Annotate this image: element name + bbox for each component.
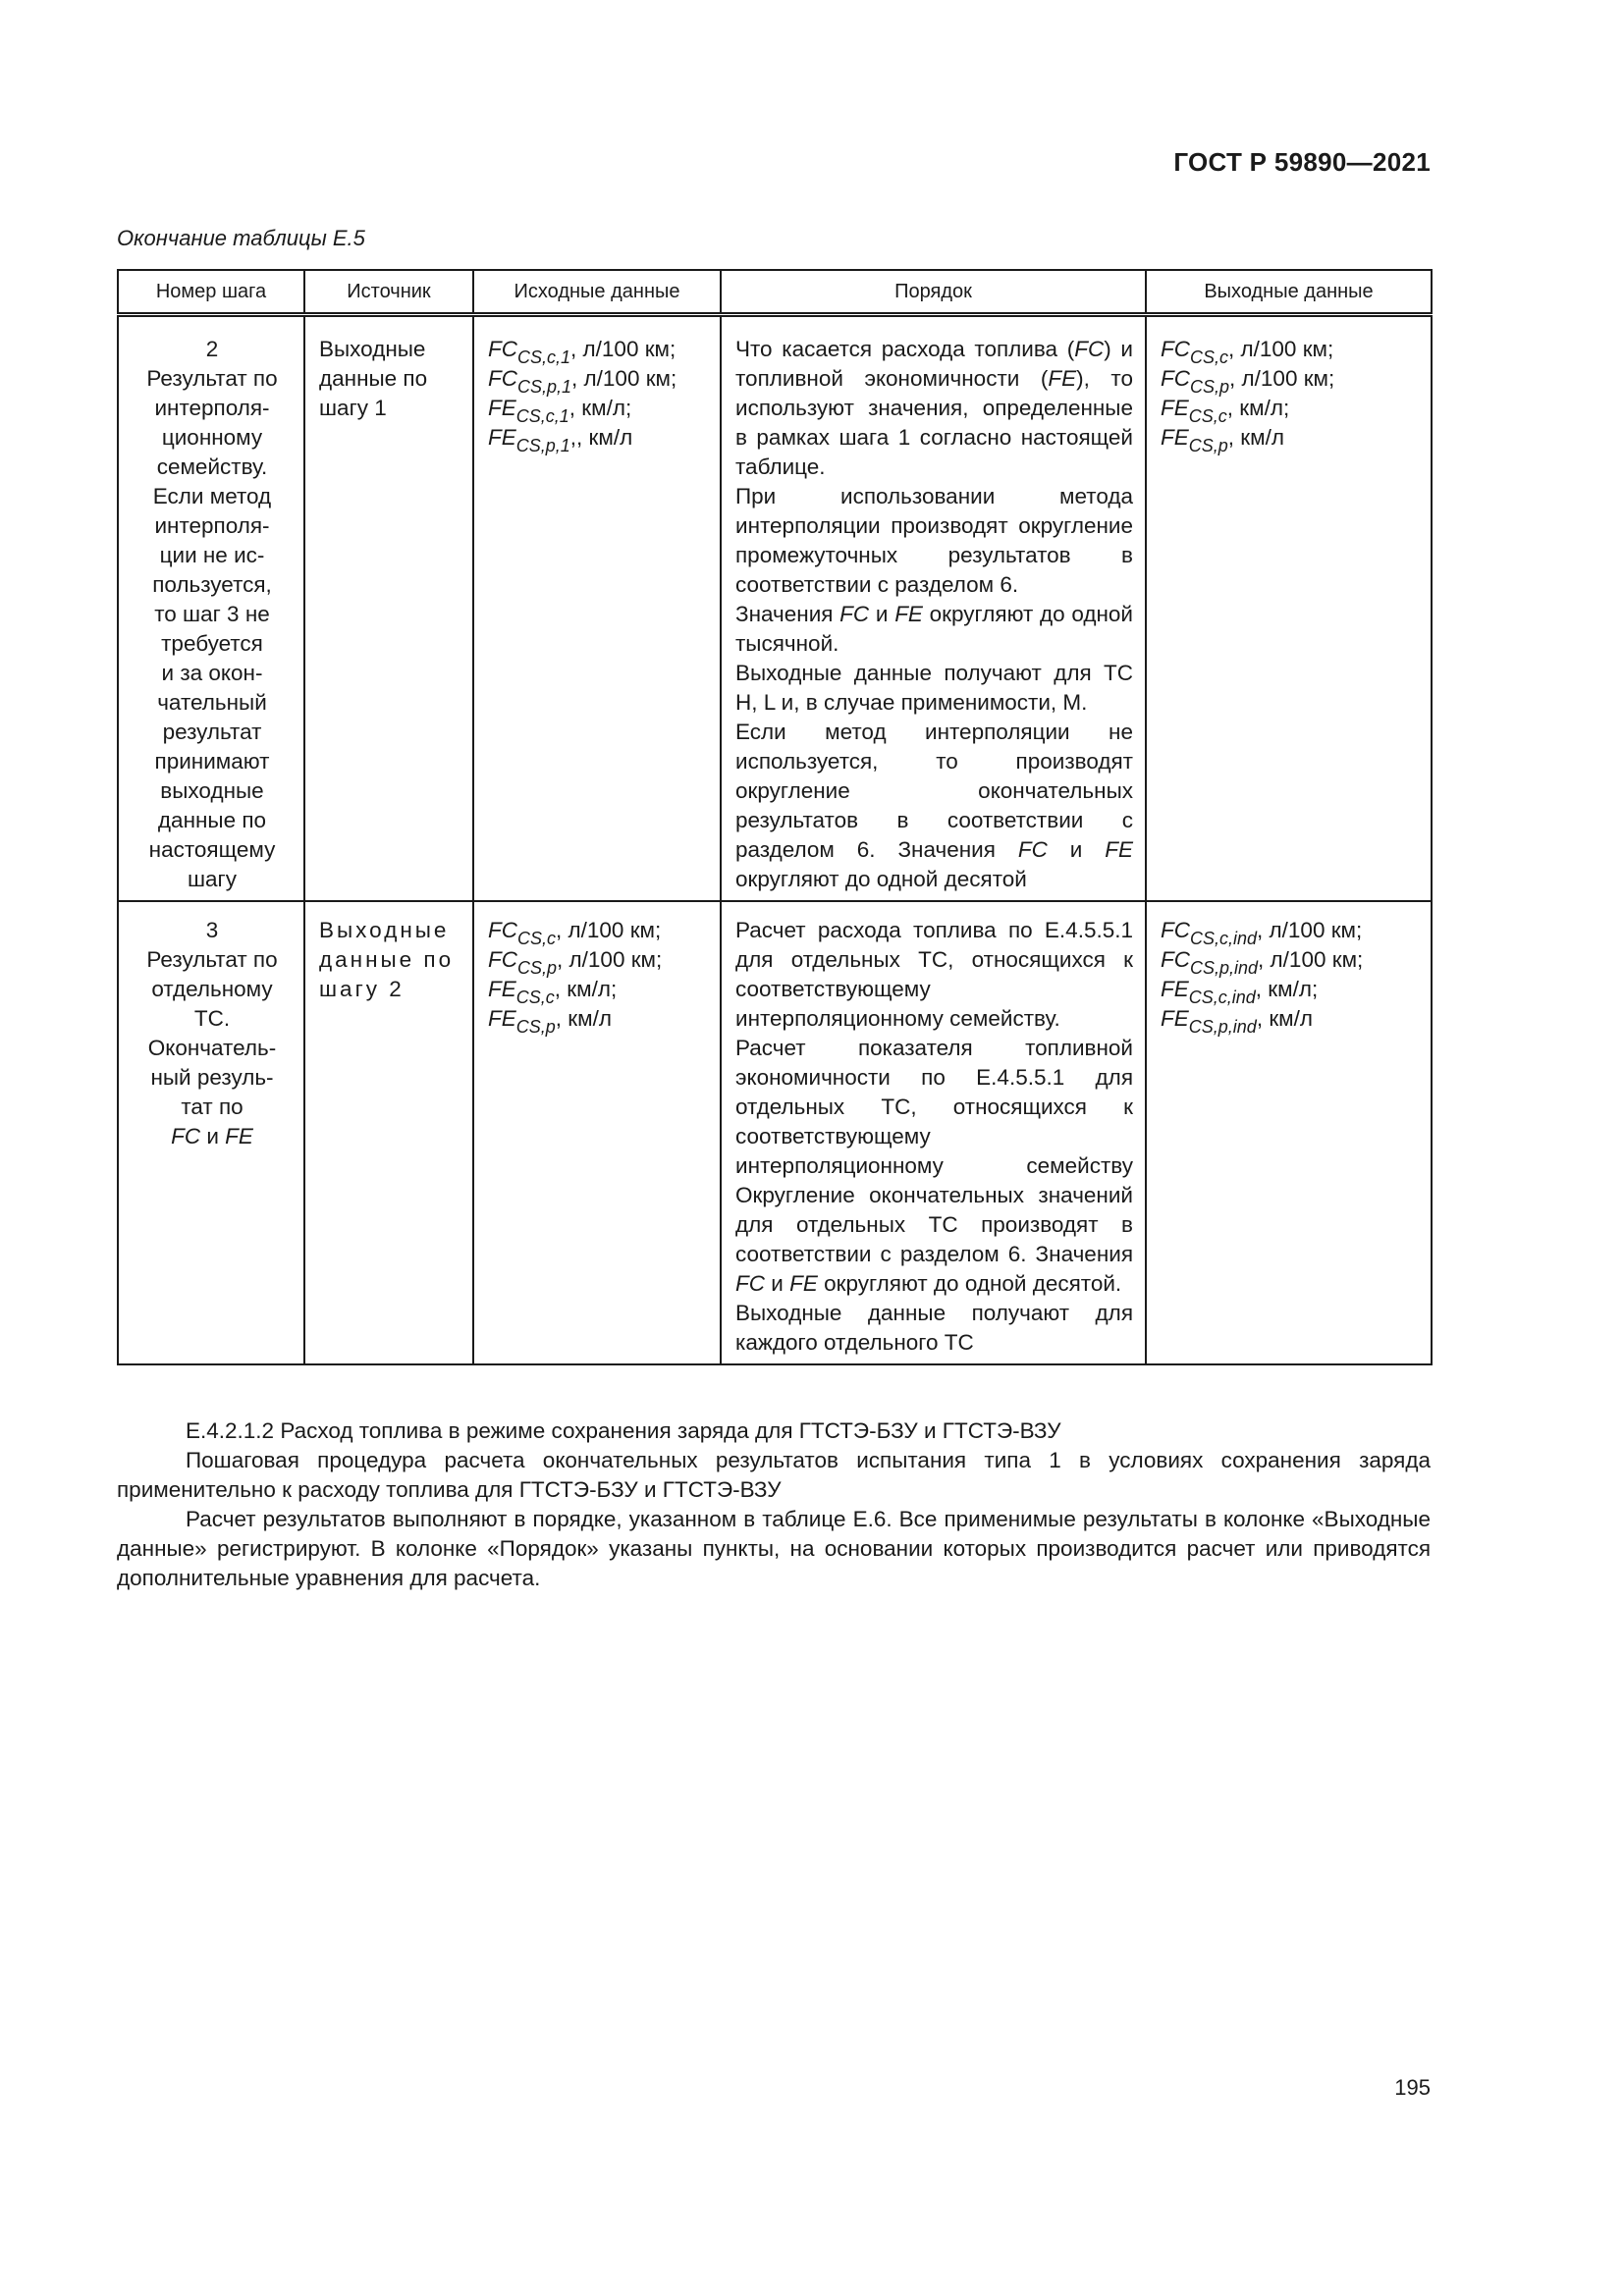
procedure-cell [721, 901, 1146, 1364]
step-text-line: семейству. [156, 454, 268, 479]
step-text-line: Результат по [146, 366, 278, 391]
formula-line [488, 945, 708, 978]
input-data-cell [473, 315, 721, 902]
step-text-line: принимают [154, 749, 270, 774]
unit: , км/л; [1255, 977, 1319, 1001]
step-text-line: результат [162, 720, 262, 744]
unit: , л/100 км; [571, 366, 677, 391]
input-data-cell [473, 901, 721, 1364]
step-text-line: данные по [157, 808, 267, 832]
subscript: CS,p [1188, 436, 1228, 455]
formula-line [1161, 975, 1419, 1007]
step-text-line: то шаг 3 не [154, 602, 270, 626]
symbol: FE [488, 1006, 516, 1031]
unit: , л/100 км; [557, 947, 663, 972]
unit: , км/л [1256, 1006, 1314, 1031]
source-text-line: данные по [319, 366, 428, 391]
step-text-line: интерполя- [154, 396, 270, 420]
unit: , л/100 км; [556, 918, 662, 942]
body-paragraph [117, 1446, 1431, 1505]
formula-line [488, 916, 708, 948]
symbol: FC [1161, 947, 1190, 972]
symbol: FE [488, 425, 516, 450]
step-text-line: и за окон- [161, 661, 263, 685]
subscript: CS,p [517, 958, 558, 978]
step-text-line: интерполя- [154, 513, 270, 538]
step-text-line: чательный [157, 690, 267, 715]
output-data-cell [1146, 901, 1432, 1364]
formula-line [1161, 916, 1419, 948]
unit: , л/100 км; [1257, 918, 1363, 942]
step-cell [118, 901, 304, 1364]
subscript: CS,p,1 [517, 377, 572, 397]
unit: , л/100 км; [1228, 337, 1334, 361]
symbol: FC [1161, 918, 1190, 942]
symbol: FE [488, 977, 516, 1001]
source-text-line: шагу 2 [319, 977, 405, 1001]
symbol: FC [488, 366, 517, 391]
table-caption: Окончание таблицы Е.5 [117, 226, 365, 250]
formula-line [1161, 423, 1419, 453]
symbol: FE [1161, 977, 1189, 1001]
step-text-line: пользуется, [152, 572, 272, 597]
subscript: CS,c,1 [515, 406, 569, 426]
formula-line [488, 335, 708, 367]
symbol: FC [488, 918, 517, 942]
clause-heading-text: Е.4.2.1.2 Расход топлива в режиме сохранения заряда для ГТСТЭ-БЗУ и ГТСТЭ-ВЗУ [186, 1418, 1061, 1443]
step-cell [118, 315, 304, 902]
unit: , л/100 км; [1258, 947, 1364, 972]
procedure-paragraph: Выходные данные получают для каждого отдельного ТС [735, 1301, 1133, 1355]
source-text-line: шагу 1 [319, 396, 387, 420]
formula-line [1161, 335, 1419, 367]
unit: , км/л [1227, 425, 1284, 450]
document-number: ГОСТ Р 59890—2021 [1173, 147, 1431, 177]
symbol: FC [488, 947, 517, 972]
step-text-line: FC и FE [171, 1124, 253, 1148]
symbol: FC [488, 337, 517, 361]
step-text-line: тат по [181, 1095, 243, 1119]
source-text-line: данные по [319, 947, 455, 972]
header-source: Источник [304, 270, 473, 315]
table-header-row [118, 270, 1432, 315]
source-text-line: Выходные [319, 918, 450, 942]
symbol: FE [1161, 396, 1189, 420]
step-text-line: ТС. [193, 1006, 231, 1031]
subscript: CS,p,ind [1190, 958, 1259, 978]
page-number: 195 [1394, 2075, 1431, 2100]
output-data-cell [1146, 315, 1432, 902]
symbol: FC [1161, 366, 1190, 391]
procedure-paragraph: Если метод интерполяции не используется, то производят округление окончательных результатов в соответствии с разделом 6. Значения FC и FE округляют до одной десятой [735, 720, 1133, 891]
subscript: CS,c [1190, 347, 1229, 367]
subscript: CS,p,ind [1188, 1017, 1257, 1037]
unit: , км/л [555, 1006, 612, 1031]
subscript: CS,c [1188, 406, 1227, 426]
symbol: FE [488, 396, 516, 420]
formula-line [1161, 394, 1419, 426]
source-cell [304, 901, 473, 1364]
continuation-table-e5 [117, 269, 1433, 1365]
subscript: CS,p [1190, 377, 1230, 397]
unit: , л/100 км; [1229, 366, 1335, 391]
symbol: FE [1161, 425, 1189, 450]
step-text-line: отдельному [151, 977, 273, 1001]
procedure-paragraph: Расчет расхода топлива по Е.4.5.5.1 для отдельных ТС, относящихся к соответствующему интерполяционному семейству. [735, 918, 1133, 1031]
step-text-line: Результат по [146, 947, 278, 972]
table-row [118, 901, 1432, 1364]
header-procedure: Порядок [721, 270, 1146, 315]
unit: , км/л; [568, 396, 632, 420]
subscript: CS,p,1 [515, 436, 570, 455]
formula-line [488, 394, 708, 426]
header-step-number: Номер шага [118, 270, 304, 315]
step-text-line: ционному [161, 425, 263, 450]
step-text-line: 2 [205, 337, 219, 361]
step-text-line: ции не ис- [159, 543, 265, 567]
source-text-line: Выходные [319, 337, 426, 361]
body-paragraph [117, 1505, 1431, 1593]
step-text-line: 3 [205, 918, 219, 942]
step-text-line: выходные [160, 778, 264, 803]
formula-line [1161, 1004, 1419, 1037]
procedure-paragraph: При использовании метода интерполяции производят округление промежуточных результатов в соответствии с разделом 6. [735, 484, 1133, 597]
procedure-paragraph: Значения FC и FE округляют до одной тысячной. [735, 602, 1133, 656]
procedure-cell [721, 315, 1146, 902]
step-text-line: Если метод [152, 484, 272, 508]
formula-line [488, 1004, 708, 1037]
subscript: CS,c,ind [1190, 929, 1258, 948]
procedure-paragraph: Что касается расхода топлива (FC) и топливной экономичности (FE), то используют значения, определенные в рамках шага 1 согласно настоящей таблице. [735, 337, 1133, 479]
subscript: CS,p [515, 1017, 556, 1037]
source-cell [304, 315, 473, 902]
formula-line [488, 364, 708, 397]
subscript: CS,c,ind [1188, 988, 1256, 1007]
step-text-line: шагу [187, 867, 238, 891]
body-paragraph-text: Расчет результатов выполняют в порядке, указанном в таблице Е.6. Все применимые результаты в колонке «Выходные данные» регистрируют. В колонке «Порядок» указаны пункты, на основании которых производится расчет или приводятся дополнительные уравнения для расчета. [117, 1507, 1431, 1590]
symbol: FC [1161, 337, 1190, 361]
unit: , км/л; [554, 977, 618, 1001]
step-text-line: настоящему [148, 837, 276, 862]
body-paragraph-text: Пошаговая процедура расчета окончательных результатов испытания типа 1 в условиях сохранения заряда применительно к расходу топлива для ГТСТЭ-БЗУ и ГТСТЭ-ВЗУ [117, 1448, 1431, 1502]
header-input-data: Исходные данные [473, 270, 721, 315]
formula-line [1161, 364, 1419, 397]
subscript: CS,c,1 [517, 347, 571, 367]
formula-line [1161, 945, 1419, 978]
symbol: FE [1161, 1006, 1189, 1031]
procedure-paragraph: Выходные данные получают для ТС H, L и, в случае применимости, M. [735, 661, 1133, 715]
subscript: CS,c [515, 988, 555, 1007]
procedure-paragraph: Расчет показателя топливной экономичности по Е.4.5.5.1 для отдельных ТС, относящихся к соответствующему интерполяционному семейству Округление окончательных значений для отдельных ТС производят в соответствии с разделом 6. Значения FC и FE округляют до одной десятой. [735, 1036, 1133, 1296]
formula-line [488, 975, 708, 1007]
unit: , км/л; [1226, 396, 1290, 420]
formula-line [488, 423, 708, 453]
header-output-data: Выходные данные [1146, 270, 1432, 315]
step-text-line: ный резуль- [150, 1065, 274, 1090]
clause-heading [117, 1416, 1431, 1446]
unit: ,, км/л [569, 425, 633, 450]
unit: , л/100 км; [570, 337, 676, 361]
step-text-line: Окончатель- [147, 1036, 277, 1060]
subscript: CS,c [517, 929, 557, 948]
table-row [118, 315, 1432, 902]
step-text-line: требуется [161, 631, 263, 656]
